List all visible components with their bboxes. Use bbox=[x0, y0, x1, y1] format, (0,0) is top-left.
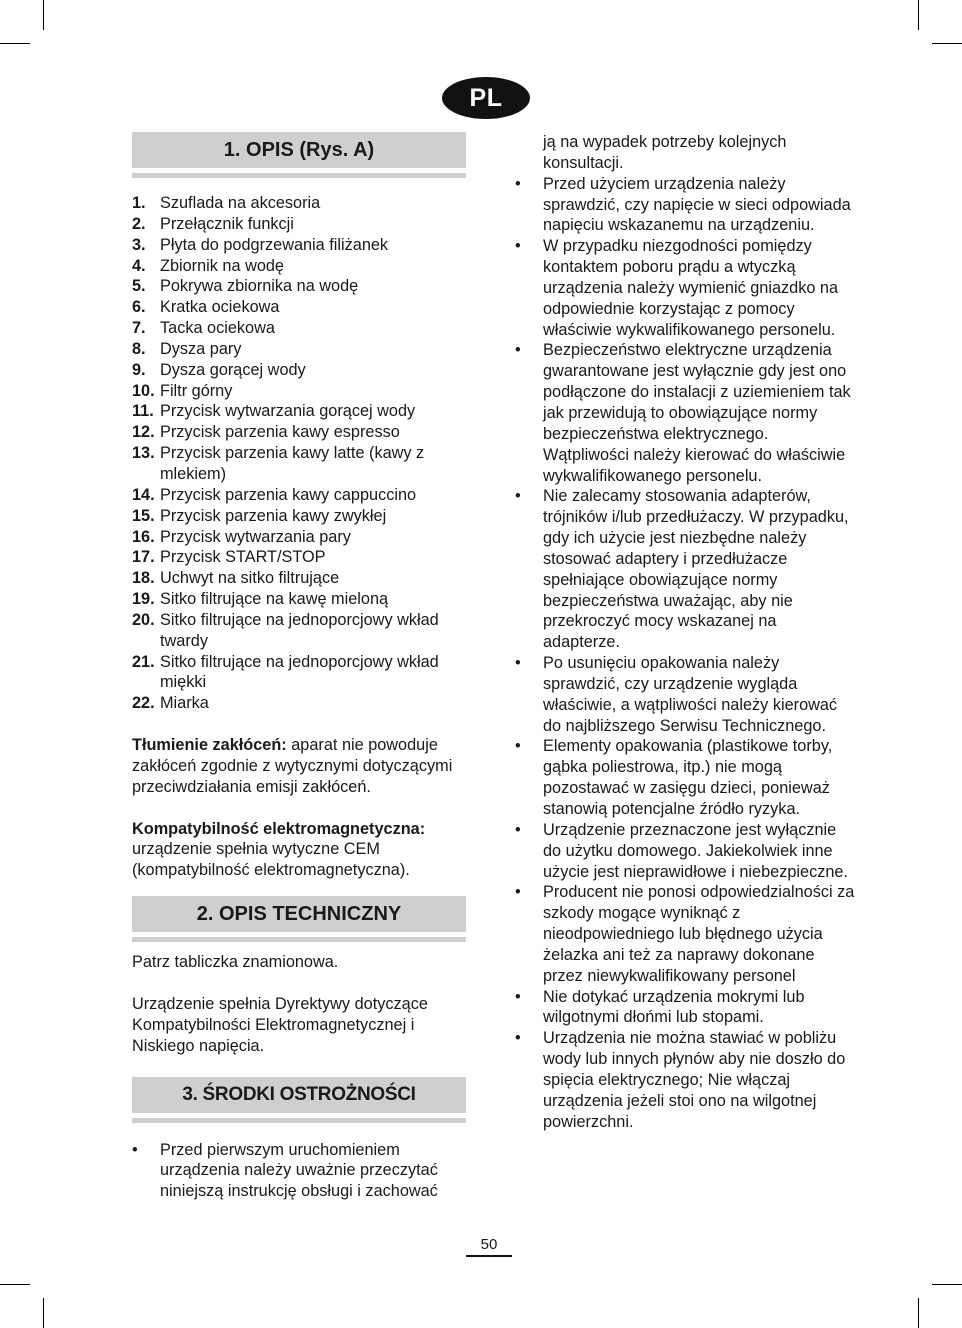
bullet-icon: • bbox=[515, 487, 521, 506]
list-item bbox=[132, 318, 470, 339]
item-number: 14. bbox=[132, 485, 155, 504]
bullet-icon: • bbox=[515, 237, 521, 256]
list-item-continuation bbox=[515, 132, 855, 174]
item-text: Sitko filtrujące na jednoporcjowy wkład twardy bbox=[160, 610, 439, 650]
list-item bbox=[132, 360, 470, 381]
list-item bbox=[515, 486, 855, 653]
item-text: Płyta do podgrzewania filiżanek bbox=[160, 235, 389, 254]
item-text: Filtr górny bbox=[160, 381, 233, 400]
item-text: Dysza pary bbox=[160, 339, 242, 358]
list-item bbox=[132, 297, 470, 318]
interference-text: aparat nie powoduje zakłóceń zgodnie z wytycznymi dotyczącymi przeciwdziałania emisji zakłóceń. bbox=[132, 736, 453, 796]
item-number: 18. bbox=[132, 569, 155, 588]
bullet-icon: • bbox=[515, 987, 521, 1006]
item-number: 22. bbox=[132, 694, 155, 713]
item-text: Przycisk parzenia kawy espresso bbox=[160, 423, 400, 442]
emc-paragraph bbox=[132, 819, 470, 882]
list-item bbox=[132, 214, 470, 235]
bullet-icon: • bbox=[515, 883, 521, 902]
bullet-text: W przypadku niezgodności pomiędzy kontaktem poboru prądu a wtyczką urządzenia należy wymienić gniazdko na odpowiednie korzystając z pomocy właściwie wykwalifikowanego personelu. bbox=[543, 237, 839, 339]
language-badge: PL bbox=[442, 77, 530, 119]
bullet-text: Nie zalecamy stosowania adapterów, trójników i/lub przedłużaczy. W przypadku, gdy ich użycie jest niezbędne należy stosować adaptery i przedłużacze spełniające obowiązujące normy bezpieczeństwa uważając, aby nie przekroczyć mocy wskazanej na adapterze. bbox=[543, 487, 849, 652]
item-text: Dysza gorącej wody bbox=[160, 360, 306, 379]
list-item bbox=[132, 589, 470, 610]
bullet-text: Elementy opakowania (plastikowe torby, gąbka poliestrowa, itp.) nie mogą pozostawać w zasięgu dzieci, ponieważ stanowią potencjalne źródło ryzyka. bbox=[543, 737, 833, 818]
list-item bbox=[132, 485, 470, 506]
bullet-icon: • bbox=[515, 341, 521, 360]
list-item bbox=[132, 256, 470, 277]
item-number: 6. bbox=[132, 298, 146, 317]
item-text: Przycisk wytwarzania pary bbox=[160, 527, 351, 546]
list-item bbox=[132, 547, 470, 568]
item-number: 2. bbox=[132, 214, 146, 233]
item-number: 1. bbox=[132, 194, 146, 212]
interference-label: Tłumienie zakłóceń: bbox=[132, 736, 287, 755]
list-item bbox=[515, 1028, 855, 1132]
bullet-icon: • bbox=[515, 737, 521, 756]
item-number: 7. bbox=[132, 319, 146, 338]
bullet-icon: • bbox=[515, 654, 521, 673]
list-item bbox=[132, 1140, 470, 1203]
bullet-icon: • bbox=[515, 820, 521, 839]
page-number: 50 bbox=[466, 1236, 512, 1257]
interference-paragraph bbox=[132, 735, 470, 798]
item-text: Przycisk parzenia kawy cappuccino bbox=[160, 485, 417, 504]
item-number: 12. bbox=[132, 423, 155, 442]
item-number: 21. bbox=[132, 652, 155, 671]
crop-mark bbox=[43, 0, 44, 30]
crop-mark bbox=[932, 1284, 962, 1285]
bullet-text: Po usunięciu opakowania należy sprawdzić, czy urządzenie wygląda właściwie, a wątpliwości należy kierować do najbliższego Serwisu Technicznego. bbox=[543, 654, 838, 735]
item-text: Przycisk parzenia kawy zwykłej bbox=[160, 506, 387, 525]
item-number: 5. bbox=[132, 277, 146, 296]
bullet-text: Nie dotykać urządzenia mokrymi lub wilgotnymi dłońmi lub stopami. bbox=[543, 987, 805, 1027]
bullet-text: Przed użyciem urządzenia należy sprawdzić, czy napięcie w sieci odpowiada napięciu wskazanemu na urządzeniu. bbox=[543, 174, 851, 235]
item-text: Przycisk START/STOP bbox=[160, 548, 326, 567]
item-text: Przycisk wytwarzania gorącej wody bbox=[160, 402, 416, 421]
bullet-text: Przed pierwszym uruchomieniem urządzenia należy uważnie przeczytać niniejszą instrukcję obsługi i zachować bbox=[160, 1140, 438, 1201]
list-item bbox=[515, 174, 855, 237]
bullet-icon: • bbox=[132, 1140, 138, 1159]
list-item bbox=[132, 506, 470, 527]
crop-mark bbox=[0, 1284, 30, 1285]
list-item bbox=[132, 443, 470, 485]
bullet-text: ją na wypadek potrzeby kolejnych konsultacji. bbox=[543, 133, 787, 172]
list-item bbox=[132, 235, 470, 256]
item-text: Sitko filtrujące na jednoporcjowy wkład miękki bbox=[160, 652, 439, 692]
emc-label: Kompatybilność elektromagnetyczna: bbox=[132, 819, 426, 838]
section-heading-technical: 2. OPIS TECHNICZNY bbox=[132, 896, 466, 932]
list-item bbox=[132, 193, 470, 214]
item-number: 17. bbox=[132, 548, 155, 567]
item-text: Przełącznik funkcji bbox=[160, 214, 294, 233]
item-number: 3. bbox=[132, 235, 146, 254]
item-number: 9. bbox=[132, 360, 146, 379]
list-item bbox=[515, 236, 855, 340]
list-item bbox=[132, 527, 470, 548]
directives-text: Urządzenie spełnia Dyrektywy dotyczące Kompatybilności Elektromagnetycznej i Niskiego napięcia. bbox=[132, 995, 428, 1055]
list-item bbox=[515, 340, 855, 486]
list-item bbox=[132, 401, 470, 422]
item-number: 13. bbox=[132, 444, 155, 463]
crop-mark bbox=[932, 43, 962, 44]
list-item bbox=[132, 568, 470, 589]
item-number: 20. bbox=[132, 610, 155, 629]
item-text: Przycisk parzenia kawy latte (kawy z mlekiem) bbox=[160, 444, 425, 483]
crop-mark bbox=[43, 1298, 44, 1328]
rating-plate-text: Patrz tabliczka znamionowa. bbox=[132, 953, 339, 972]
section-heading-precautions: 3. ŚRODKI OSTROŻNOŚCI bbox=[132, 1077, 466, 1113]
item-text: Sitko filtrujące na kawę mieloną bbox=[160, 590, 389, 609]
list-item bbox=[132, 381, 470, 402]
item-text: Uchwyt na sitko filtrujące bbox=[160, 569, 340, 588]
list-item bbox=[515, 987, 855, 1029]
left-column bbox=[132, 132, 470, 1202]
item-number: 16. bbox=[132, 527, 155, 546]
list-item bbox=[132, 339, 470, 360]
item-text: Tacka ociekowa bbox=[160, 319, 275, 338]
list-item bbox=[132, 610, 470, 652]
item-text: Szuflada na akcesoria bbox=[160, 194, 321, 212]
bullet-icon: • bbox=[515, 1029, 521, 1048]
list-item bbox=[515, 736, 855, 819]
list-item bbox=[515, 820, 855, 883]
section-heading-description: 1. OPIS (Rys. A) bbox=[132, 132, 466, 168]
list-item bbox=[132, 652, 470, 694]
bullet-icon: • bbox=[515, 174, 521, 193]
crop-mark bbox=[918, 0, 919, 30]
crop-mark bbox=[918, 1298, 919, 1328]
right-column bbox=[515, 132, 855, 1133]
item-number: 10. bbox=[132, 381, 155, 400]
precautions-list-start bbox=[132, 1140, 470, 1203]
parts-list bbox=[132, 193, 470, 714]
item-number: 19. bbox=[132, 590, 155, 609]
list-item bbox=[132, 276, 470, 297]
crop-mark bbox=[0, 43, 30, 44]
item-text: Pokrywa zbiornika na wodę bbox=[160, 277, 359, 296]
bullet-text: Producent nie ponosi odpowiedzialności za szkody mogące wyniknąć z nieodpowiedniego lub błędnego użycia żelazka ani też za naprawy dokonane przez niewykwalifikowany personel bbox=[543, 883, 855, 985]
item-text: Miarka bbox=[160, 694, 209, 713]
item-number: 8. bbox=[132, 339, 146, 358]
list-item bbox=[132, 422, 470, 443]
item-number: 4. bbox=[132, 256, 146, 275]
item-text: Zbiornik na wodę bbox=[160, 256, 284, 275]
item-text: Kratka ociekowa bbox=[160, 298, 280, 317]
item-number: 11. bbox=[132, 402, 154, 421]
precautions-list bbox=[515, 132, 855, 1133]
list-item bbox=[132, 693, 470, 714]
bullet-text: Bezpieczeństwo elektryczne urządzenia gwarantowane jest wyłącznie gdy jest ono podłączone do instalacji z uziemieniem tak jak przewidują to obowiązujące normy bezpieczeństwa elektrycznego. Wątpliwości należy kierować do właściwie wykwalifikowanego personelu. bbox=[543, 341, 851, 485]
emc-text: urządzenie spełnia wytyczne CEM (kompatybilność elektromagnetyczna). bbox=[132, 840, 410, 880]
list-item bbox=[515, 653, 855, 736]
item-number: 15. bbox=[132, 506, 155, 525]
bullet-text: Urządzenia nie można stawiać w pobliżu wody lub innych płynów aby nie doszło do spięcia elektrycznego; Nie włączaj urządzenia jeżeli stoi ono na wilgotnej powierzchni. bbox=[543, 1029, 846, 1131]
list-item bbox=[515, 882, 855, 986]
bullet-text: Urządzenie przeznaczone jest wyłącznie do użytku domowego. Jakiekolwiek inne użycie jest nieprawidłowe i niebezpieczne. bbox=[543, 820, 848, 881]
